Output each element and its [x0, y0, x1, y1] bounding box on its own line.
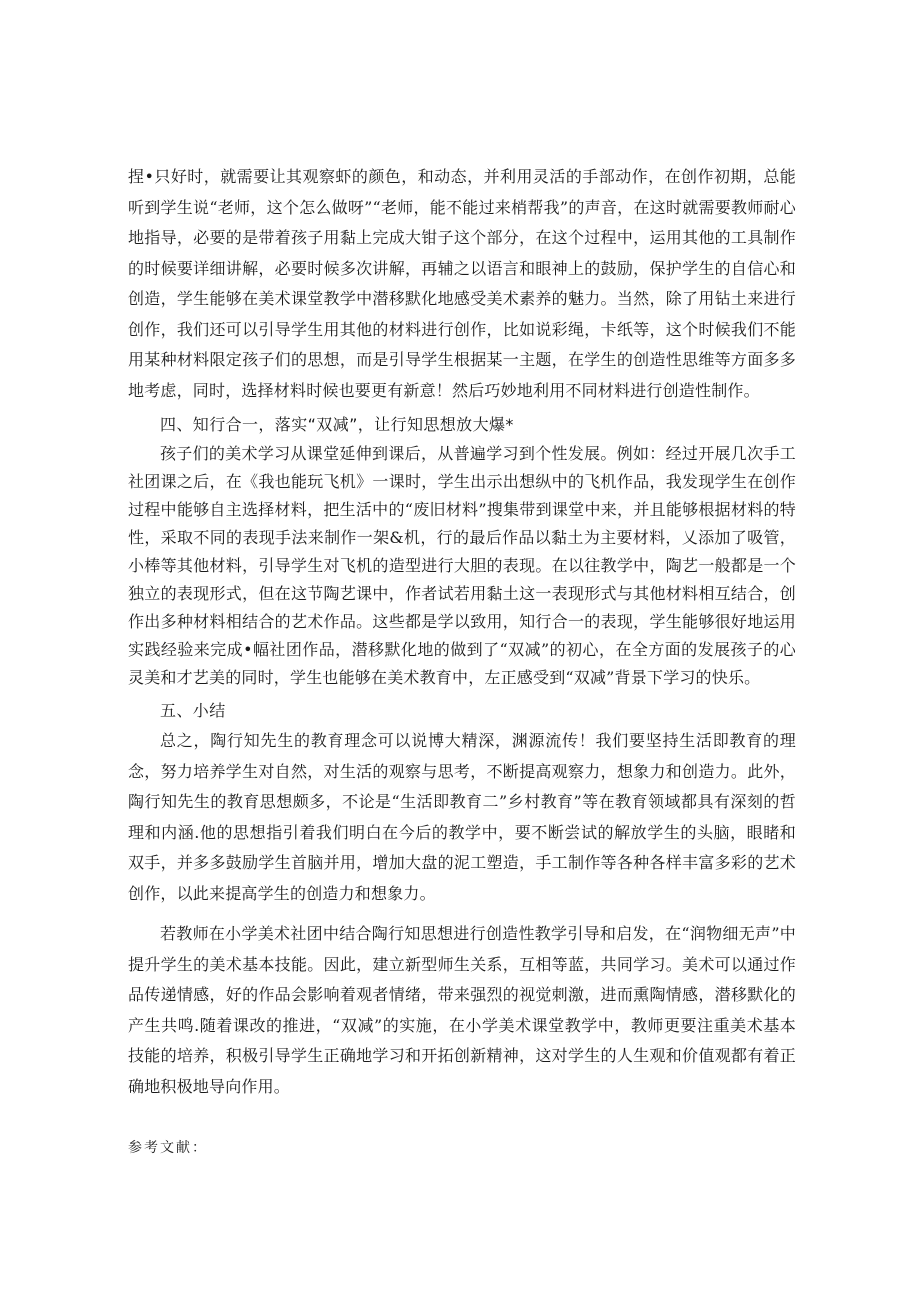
paragraph-gap [128, 909, 796, 919]
references-label: 参考文献： [128, 1140, 208, 1156]
section-heading-5: 五、小结 [160, 701, 226, 720]
paragraph-summary-2: 若教师在小学美术社团中结合陶行知思想进行创造性教学引导和启发，在“润物细无声”中提升学生的美术基本技能。因此，建立新型师生关系，互相等蓝，共同学习。美术可以通过作品传递情感，好的作品会影响着观者情绪，带来强烈的视觉刺激，进而熏陶情感，潜移默化的产生共鸣.随着课改的推进，“双减”的实施，在小学美术课堂教学中，教师更要注重美术基本技能的培养，积极引导学生正确地学习和开拓创新精神，这对学生的人生观和价值观都有着正确地积极地导向作用。 [128, 924, 796, 1096]
paragraph-section-4: 孩子们的美术学习从课堂延伸到课后，从普遍学习到个性发展。例如：经过开展几次手工社团课之后，在《我也能玩飞机》一课时，学生出示出想纵中的飞机作品，我发现学生在创作过程中能够自主选择材料，把生活中的“废旧材料”搜集带到课堂中来，并且能够根据材料的特性，采取不同的表现手法来制作一架&机，行的最后作品以黏土为主要材料，乂添加了吸管，小棒等其他材料，引导学生对飞机的造型进行大胆的表现。在以往教学中，陶艺一般都是一个独立的表现形式，但在这节陶艺课中，作者试若用黏土这一表现形式与其他材料相互结合，创作出多种材料相结合的艺术作品。这些都是学以致用，知行合一的表现，学生能够很好地运用实践经验来完成•幅社团作品，潜移默化地的做到了“双减”的初心，在全方面的发展孩子的心灵美和才艺美的同时，学生也能够在美术教育中，左正感受到“双减”背景下学习的快乐。 [128, 444, 796, 687]
section-heading-4: 四、知行合一，落实“双减”，让行知思想放大爆* [160, 415, 514, 434]
document-body [128, 162, 796, 1102]
paragraph-continued: 捏•只好时，就需要让其观察虾的颜色，和动态，并利用灵活的手部动作，在创作初期，总能听到学生说“老师，这个怎么做呀”“老师，能不能过来梢帮我”的声音，在这时就需要教师耐心地指导，必要的是带着孩子用黏上完成大钳子这个部分，在这个过程中，运用其他的工具制作的时候要详细讲解，必要时候多次讲解，再辅之以语言和眼神上的鼓励，保护学生的自信心和创造，学生能够在美术课堂教学中潜移默化地感受美术素养的魅力。当然，除了用钻土来进行创作，我们还可以引导学生用其他的材料进行创作，比如说彩绳，卡纸等，这个时候我们不能用某种材料限定孩子们的思想，而是引导学生根据某一主题，在学生的创造性思维等方面多多地考虑，同时，选择材料时候也要更有新意！然后巧妙地利用不同材料进行创造性制作。 [128, 167, 796, 400]
paragraph-summary-1: 总之，陶行知先生的教育理念可以说博大精深，渊源流传！我们要坚持生活即教育的理念，努力培养学生对自然，对生活的观察与思考，不断提高观察力，想象力和创造力。此外，陶行知先生的教育思想颇多，不论是“生活即教育二”乡村教育”等在教育领域都具有深刻的哲理和内涵.他的思想指引着我们明白在今后的教学中，要不断尝试的解放学生的头脑，眼睹和双手，并多多鼓励学生首脑并用，增加大盘的泥工塑造，手工制作等各种各样丰富多彩的艺术创作，以此来提高学生的创造力和想象力。 [128, 731, 796, 903]
